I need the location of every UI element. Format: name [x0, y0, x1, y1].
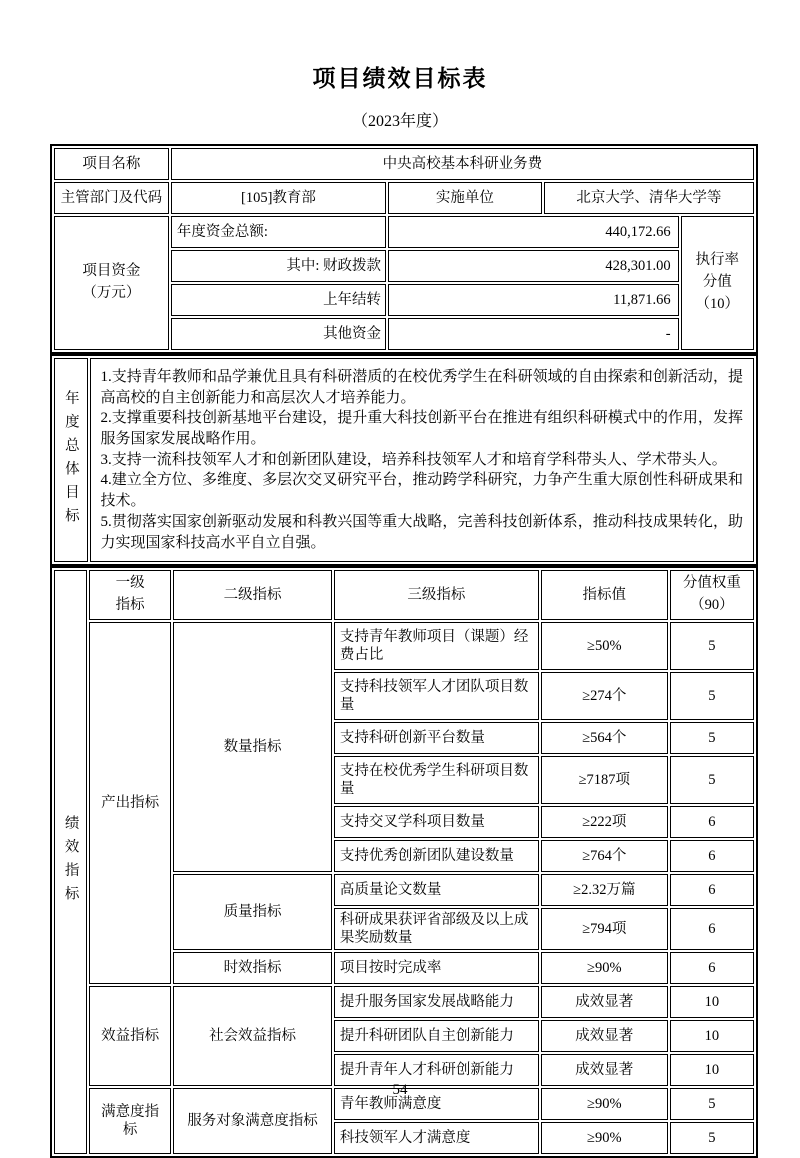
funding-fiscal-value: 428,301.00	[388, 250, 679, 282]
implementing-unit-value: 北京大学、清华大学等	[544, 182, 754, 214]
indicator-value-cell: ≥2.32万篇	[541, 874, 668, 906]
indicators-table	[50, 566, 758, 1158]
indicator-weight-cell: 5	[670, 622, 754, 670]
level2-quantity-cell: 数量指标	[173, 622, 332, 872]
funding-other-label: 其他资金	[171, 318, 386, 350]
annual-goal-text	[90, 358, 755, 562]
indicator-name-cell: 支持交叉学科项目数量	[334, 806, 539, 838]
indicator-weight-cell: 6	[670, 874, 754, 906]
indicator-weight-cell: 5	[670, 756, 754, 804]
department-value: [105]教育部	[171, 182, 386, 214]
funding-total-value: 440,172.66	[388, 216, 679, 248]
indicator-weight-cell: 6	[670, 908, 754, 950]
funding-row	[54, 216, 754, 248]
goal-item: 1.支持青年教师和品学兼优且具有科研潜质的在校优秀学生在科研领域的自由探索和创新活动，提高高校的自主创新能力和高层次人才培养能力。	[100, 369, 743, 406]
indicator-weight-cell: 6	[670, 952, 754, 984]
goal-item: 5.贯彻落实国家创新驱动发展和科教兴国等重大战略，完善科技创新体系，推动科技成果转化，助力实现国家科技高水平自立自强。	[100, 513, 743, 551]
indicator-value-cell: ≥7187项	[541, 756, 668, 804]
annual-goal-table	[50, 354, 758, 566]
annual-goal-row	[54, 358, 754, 562]
level1-benefit-cell: 效益指标	[89, 986, 171, 1086]
goal-item: 4.建立全方位、多维度、多层次交叉研究平台，推动跨学科研究，力争产生重大原创性科研成果和技术。	[100, 472, 743, 510]
indicator-name-cell: 支持科技领军人才团队项目数量	[334, 672, 539, 720]
indicator-name-cell: 支持在校优秀学生科研项目数量	[334, 756, 539, 804]
indicator-name-cell: 提升服务国家发展战略能力	[334, 986, 539, 1018]
indicator-weight-cell: 5	[670, 672, 754, 720]
project-funds-label: 项目资金 （万元）	[54, 216, 169, 350]
level2-quality-cell: 质量指标	[173, 874, 332, 950]
header-level3: 三级指标	[334, 570, 539, 620]
level2-social-benefit-cell: 社会效益指标	[173, 986, 332, 1086]
indicator-value-cell: 成效显著	[541, 1020, 668, 1052]
indicator-value-cell: 成效显著	[541, 986, 668, 1018]
indicator-value-cell: ≥50%	[541, 622, 668, 670]
indicator-name-cell: 支持青年教师项目（课题）经费占比	[334, 622, 539, 670]
indicator-row	[54, 622, 754, 670]
project-name-value: 中央高校基本科研业务费	[171, 148, 754, 180]
execution-rate-score-cell: 执行率 分值 （10）	[681, 216, 754, 350]
level2-timeliness-cell: 时效指标	[173, 952, 332, 984]
header-level2: 二级指标	[173, 570, 332, 620]
funding-fiscal-label: 其中: 财政拨款	[171, 250, 386, 282]
funding-carryover-value: 11,871.66	[388, 284, 679, 316]
funding-other-value: -	[388, 318, 679, 350]
indicator-name-cell: 项目按时完成率	[334, 952, 539, 984]
indicator-weight-cell: 10	[670, 1020, 754, 1052]
indicator-name-cell: 支持科研创新平台数量	[334, 722, 539, 754]
indicator-value-cell: ≥90%	[541, 1122, 668, 1154]
project-name-row	[54, 148, 754, 180]
indicator-name-cell: 高质量论文数量	[334, 874, 539, 906]
goal-item: 2.支撑重要科技创新基地平台建设，提升重大科技创新平台在推进有组织科研模式中的作用，发挥服务国家发展战略作用。	[100, 410, 743, 448]
level1-output-cell: 产出指标	[89, 622, 171, 984]
page-title: 项目绩效目标表	[312, 66, 488, 91]
header-weight: 分值权重 （90）	[670, 570, 754, 620]
indicator-value-cell: ≥764个	[541, 840, 668, 872]
indicator-row	[54, 986, 754, 1018]
indicator-name-cell: 科研成果获评省部级及以上成果奖励数量	[334, 908, 539, 950]
indicator-value-cell: ≥564个	[541, 722, 668, 754]
indicator-value-cell: ≥794项	[541, 908, 668, 950]
performance-indicators-label: 绩效指标	[54, 570, 87, 1154]
indicator-weight-cell: 6	[670, 806, 754, 838]
annual-goal-label: 年度总体目标	[54, 358, 88, 562]
department-label: 主管部门及代码	[54, 182, 169, 214]
indicator-weight-cell: 10	[670, 986, 754, 1018]
indicator-weight-cell: 6	[670, 840, 754, 872]
level2-service-satisfaction-cell: 服务对象满意度指标	[173, 1088, 332, 1154]
indicators-header-row	[54, 570, 754, 620]
indicator-name-cell: 科技领军人才满意度	[334, 1122, 539, 1154]
project-name-label: 项目名称	[54, 148, 169, 180]
funding-total-label: 年度资金总额:	[171, 216, 386, 248]
department-row	[54, 182, 754, 214]
indicator-weight-cell: 10	[670, 1054, 754, 1086]
indicator-value-cell: ≥90%	[541, 1088, 668, 1120]
page-number: 54	[392, 1082, 408, 1098]
indicator-weight-cell: 5	[670, 1088, 754, 1120]
goal-item: 3.支持一流科技领军人才和创新团队建设，培养科技领军人才和培育学科带头人、学术带头人。	[100, 451, 727, 468]
funding-carryover-label: 上年结转	[171, 284, 386, 316]
indicator-value-cell: ≥274个	[541, 672, 668, 720]
indicator-name-cell: 提升科研团队自主创新能力	[334, 1020, 539, 1052]
level1-satisfaction-cell: 满意度指标	[89, 1088, 171, 1154]
indicator-value-cell: 成效显著	[541, 1054, 668, 1086]
page-subtitle: （2023年度）	[351, 113, 448, 130]
indicator-name-cell: 提升青年人才科研创新能力	[334, 1054, 539, 1086]
indicator-value-cell: ≥90%	[541, 952, 668, 984]
header-indicator-value: 指标值	[541, 570, 668, 620]
indicator-name-cell: 青年教师满意度	[334, 1088, 539, 1120]
indicator-weight-cell: 5	[670, 722, 754, 754]
indicator-weight-cell: 5	[670, 1122, 754, 1154]
indicator-name-cell: 支持优秀创新团队建设数量	[334, 840, 539, 872]
implementing-unit-label: 实施单位	[388, 182, 542, 214]
indicator-value-cell: ≥222项	[541, 806, 668, 838]
project-info-table	[50, 144, 758, 354]
header-level1: 一级 指标	[89, 570, 171, 620]
